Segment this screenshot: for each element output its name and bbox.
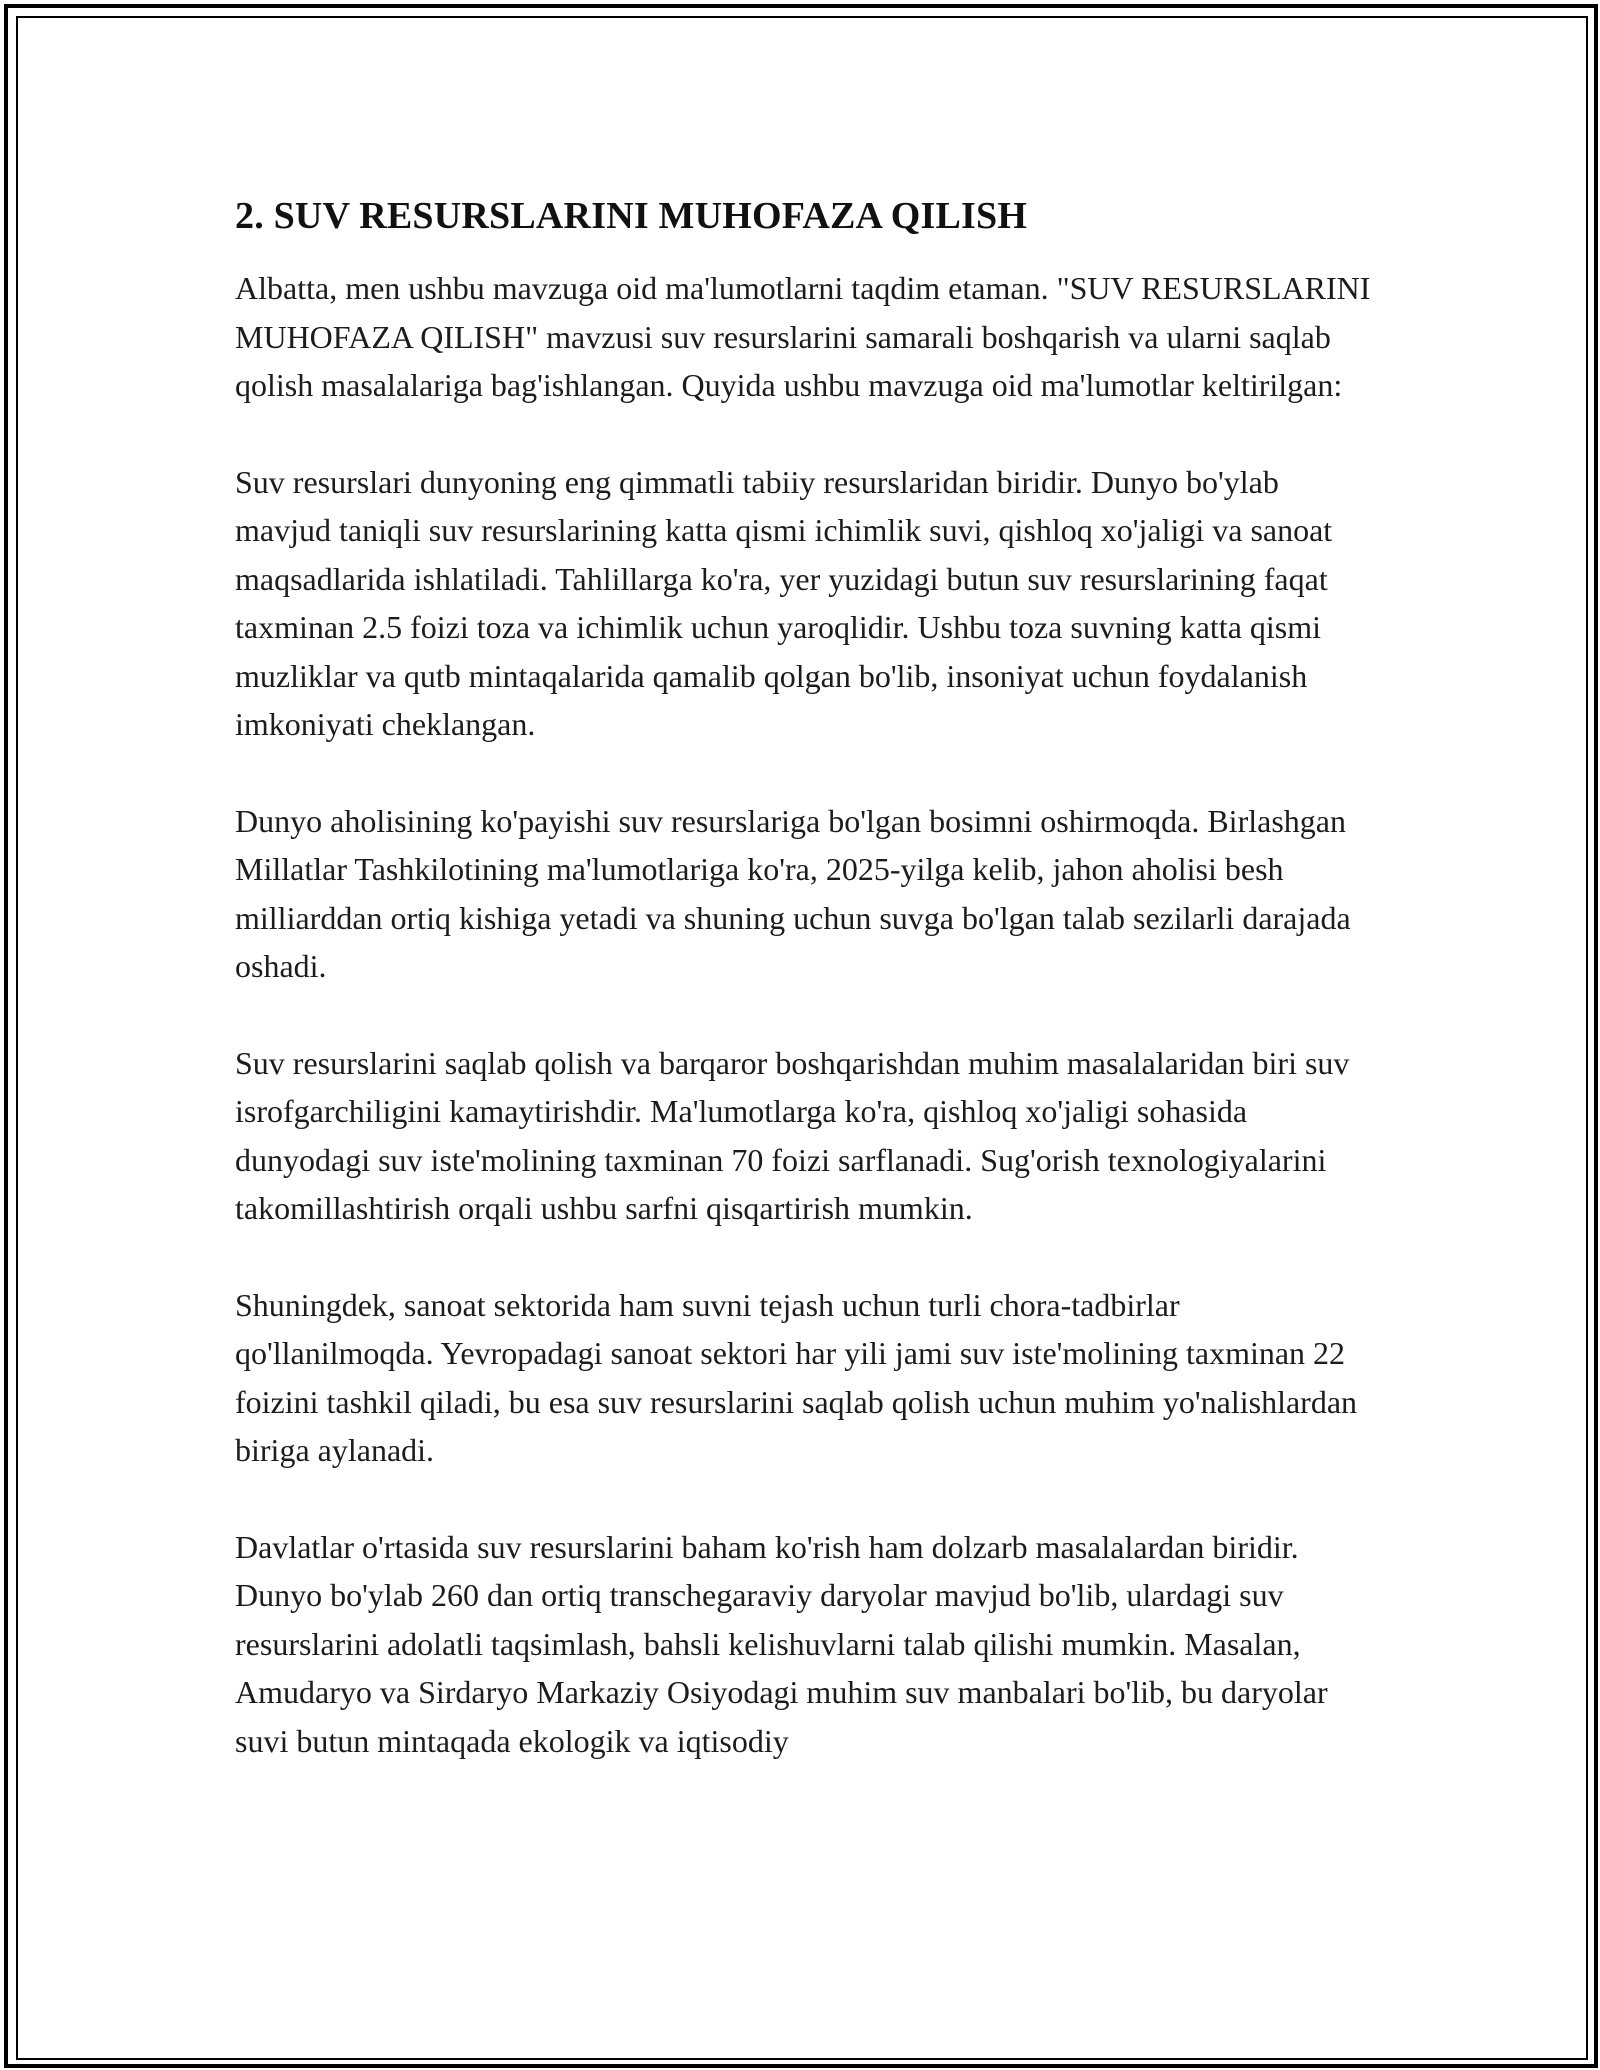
paragraph-water-resources: Suv resurslari dunyoning eng qimmatli tabiiy resurslaridan biridir. Dunyo bo'ylab mavjud taniqli suv resurslarining katta qismi ichimlik suvi, qishloq xo'jaligi va sanoat maqsadlarida ishlatiladi. Tahlillarga ko'ra, yer yuzidagi butun suv resurslarining faqat taxminan 2.5 foizi toza va ichimlik uchun yaroqlidir. Ushbu toza suvning katta qismi muzliklar va qutb mintaqalarida qamalib qolgan bo'lib, insoniyat uchun foydalanish imkoniyati cheklangan. (235, 463, 1333, 742)
document-body (235, 192, 1375, 1813)
paragraph-agriculture: Suv resurslarini saqlab qolish va barqaror boshqarishdan muhim masalalaridan biri suv isrofgarchiligini kamaytirishdir. Ma'lumotlarga ko'ra, qishloq xo'jaligi sohasida dunyodagi suv iste'molining taxminan 70 foizi sarflanadi. Sug'orish texnologiyalarini takomillashtirish orqali ushbu sarfni qisqartirish mumkin. (235, 1044, 1350, 1226)
page-title: 2. SUV RESURSLARINI MUHOFAZA QILISH (235, 195, 1028, 237)
paragraph-transboundary: Davlatlar o'rtasida suv resurslarini baham ko'rish ham dolzarb masalalardan biridir. Dunyo bo'ylab 260 dan ortiq transchegaraviy daryolar mavjud bo'lib, ulardagi suv resurslarini adolatli taqsimlash, bahsli kelishuvlarni talab qilishi mumkin. Masalan, Amudaryo va Sirdaryo Markaziy Osiyodagi muhim suv manbalari bo'lib, bu daryolar suvi butun mintaqada ekologik va iqtisodiy (235, 1528, 1328, 1759)
paragraph-intro: Albatta, men ushbu mavzuga oid ma'lumotlarni taqdim etaman. "SUV RESURSLARINI MUHOFAZA QILISH" mavzusi suv resurslarini samarali boshqarish va ularni saqlab qolish masalalariga bag'ishlangan. Quyida ushbu mavzuga oid ma'lumotlar keltirilgan: (235, 270, 1371, 403)
paragraph-population: Dunyo aholisining ko'payishi suv resurslariga bo'lgan bosimni oshirmoqda. Birlashgan Millatlar Tashkilotining ma'lumotlariga ko'ra, 2025-yilga kelib, jahon aholisi besh milliarddan ortiq kishiga yetadi va shuning uchun suvga bo'lgan talab sezilarli darajada oshadi. (235, 802, 1351, 984)
paragraph-industry: Shuningdek, sanoat sektorida ham suvni tejash uchun turli chora-tadbirlar qo'llanilmoqda. Yevropadagi sanoat sektori har yili jami suv iste'molining taxminan 22 foizini tashkil qiladi, bu esa suv resurslarini saqlab qolish uchun muhim yo'nalishlardan biriga aylanadi. (235, 1286, 1358, 1468)
